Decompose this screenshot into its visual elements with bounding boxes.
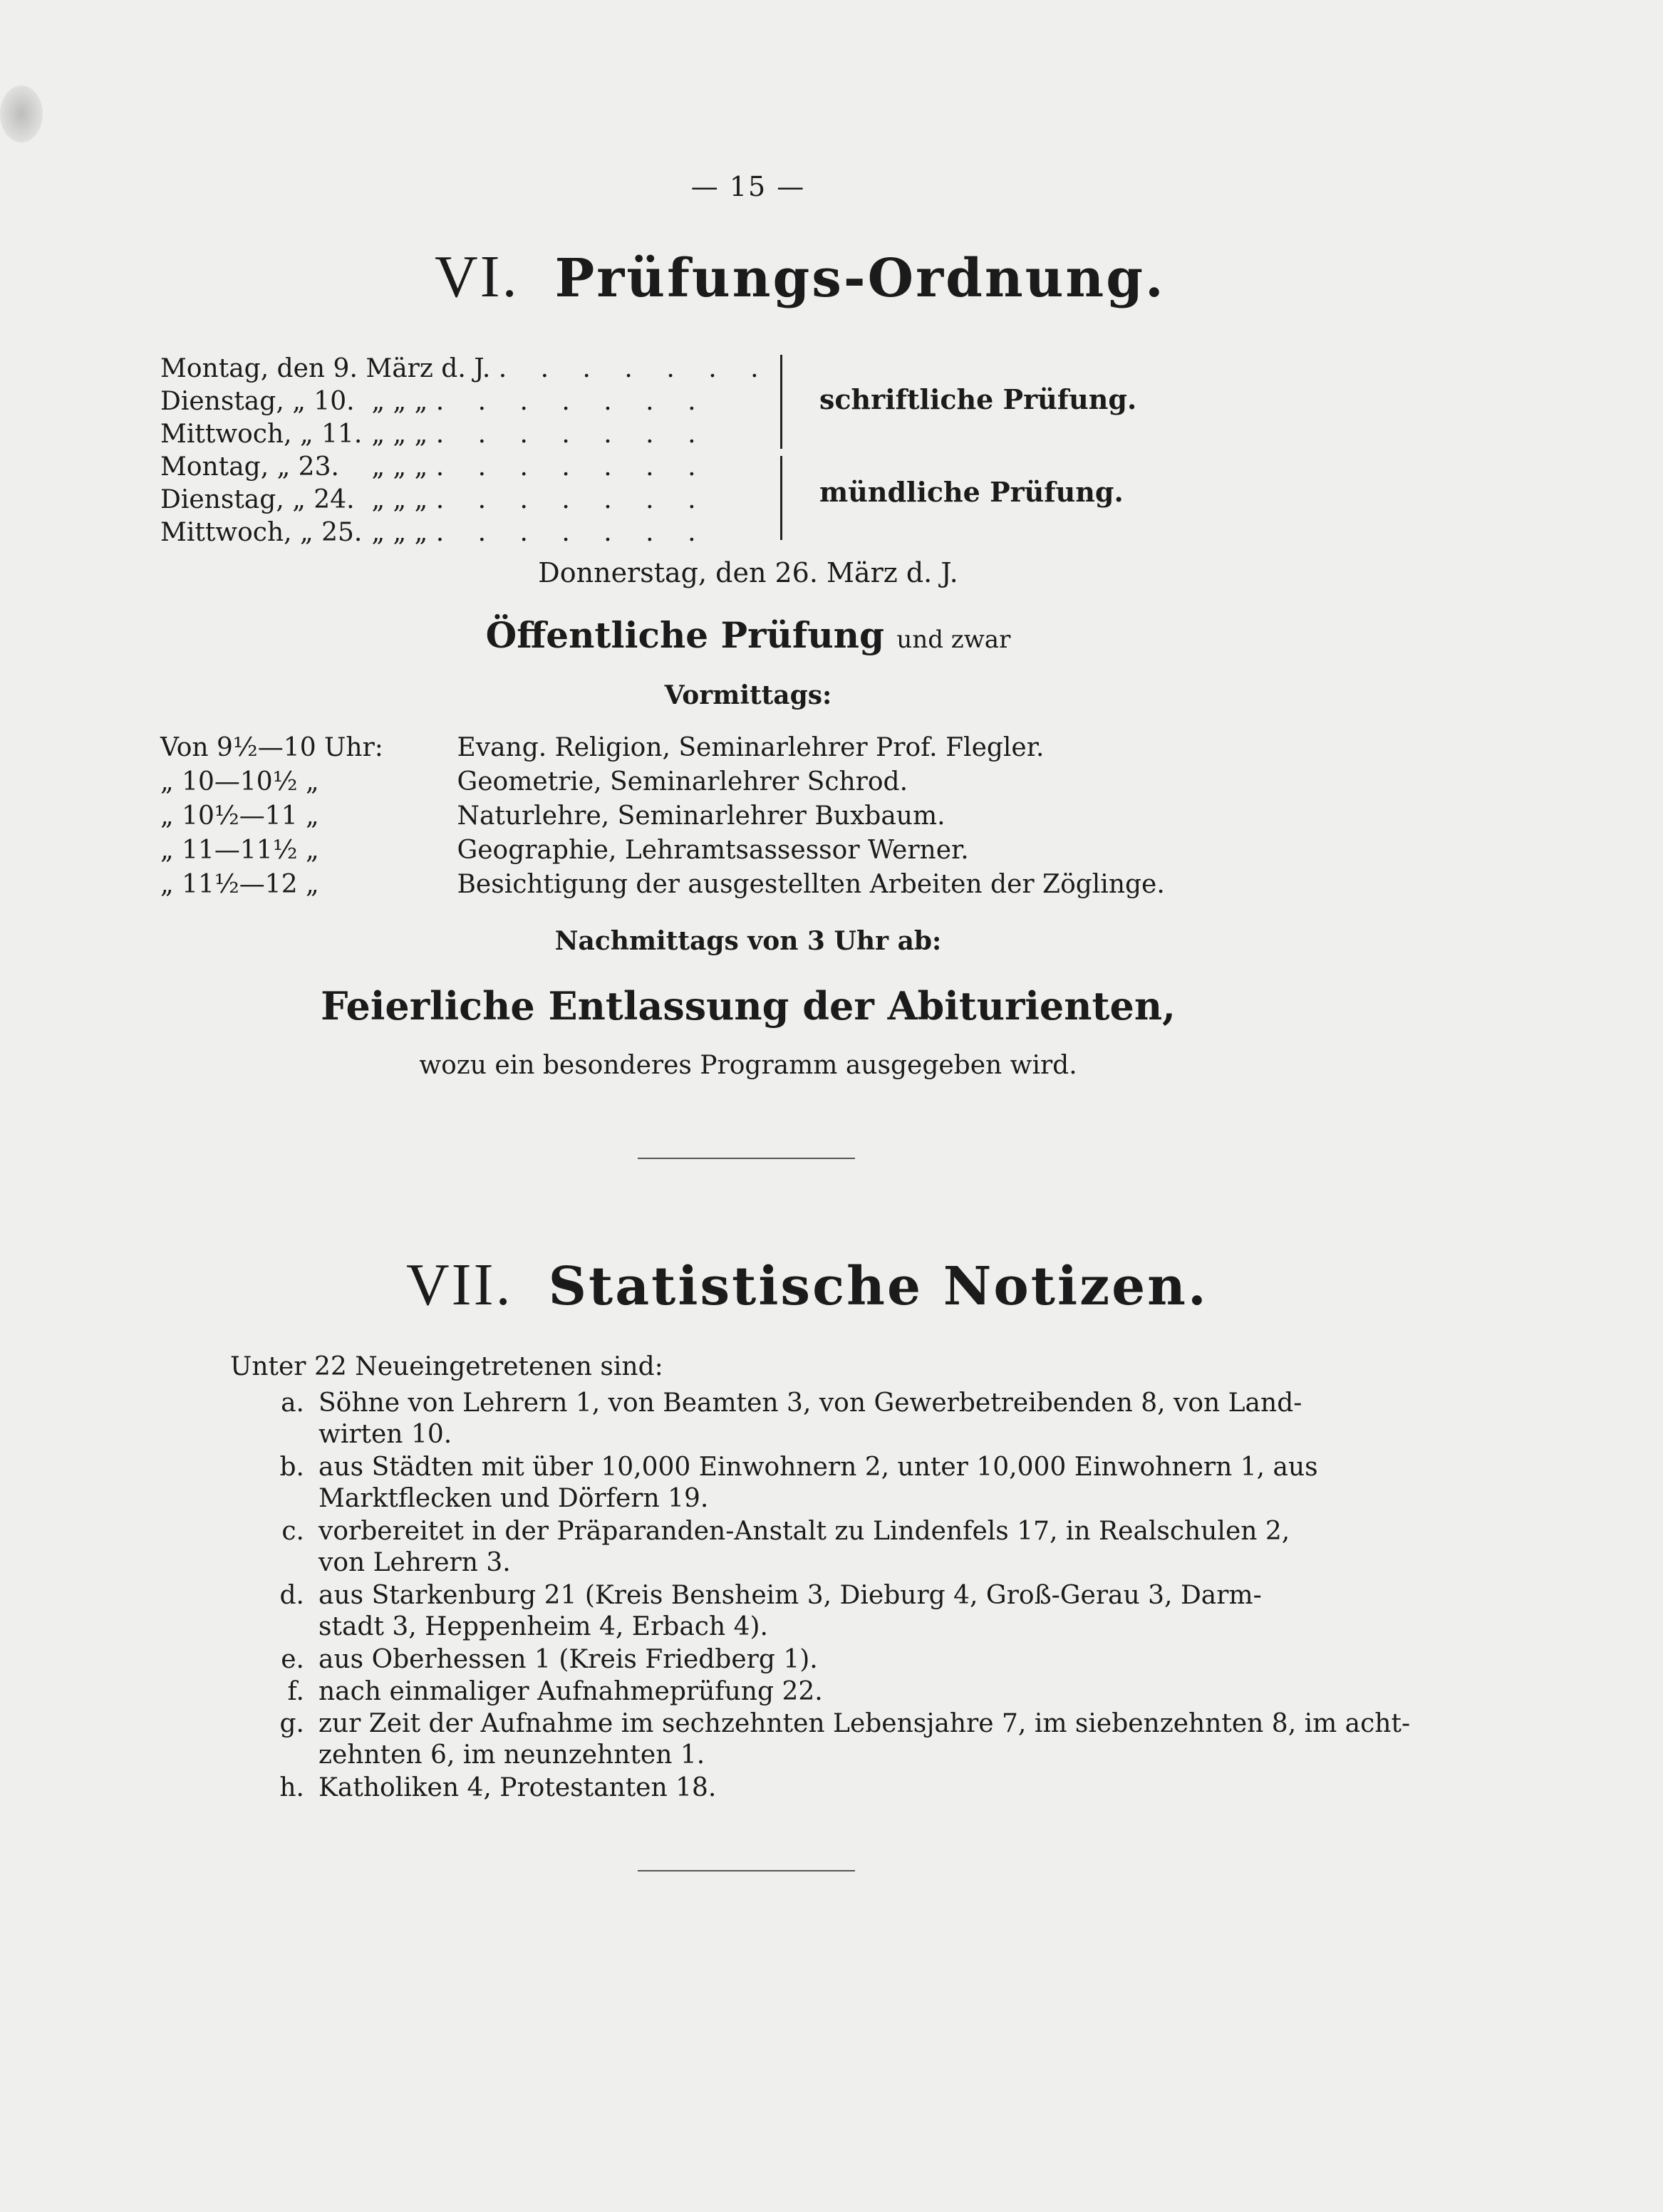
item-line: Katholiken 4, Protestanten 18. [318, 1773, 717, 1802]
item-line: wirten 10. [318, 1420, 452, 1449]
item-line: vorbereitet in der Präparanden-Anstalt zu Lindenfels 17, in Realschulen 2, [318, 1517, 1290, 1546]
item-line: von Lehrern 3. [318, 1548, 511, 1577]
ditto-marks: „ „ „ [371, 452, 428, 482]
schedule-day: Montag, den 9. März d. J. [160, 354, 491, 383]
ditto-marks: „ „ „ [371, 387, 428, 416]
statistics-intro: Unter 22 Neueingetretenen sind: [230, 1352, 663, 1381]
morning-row [160, 834, 969, 868]
section-6-heading [435, 242, 1166, 311]
item-label: a. [281, 1388, 304, 1418]
ceremony-title: Feierliche Entlassung der Abiturienten, [321, 983, 1176, 1029]
morning-heading: Vormittags: [664, 680, 832, 710]
schedule-day: Dienstag, „ 24. [160, 485, 355, 514]
item-line: stadt 3, Heppenheim 4, Erbach 4). [318, 1612, 768, 1641]
morning-subject: Besichtigung der ausgestellten Arbeiten der Zöglinge. [457, 870, 1165, 899]
ditto-marks: „ „ „ [371, 420, 428, 449]
morning-time: „ 11½—12 „ [160, 870, 319, 899]
schedule-row [160, 418, 709, 451]
schedule-day: Montag, „ 23. [160, 452, 339, 482]
schedule-row [160, 385, 709, 418]
schedule-row [160, 451, 709, 484]
ditto-marks: „ „ „ [371, 485, 428, 514]
schedule-row [160, 484, 709, 516]
thursday-date: Donnerstag, den 26. März d. J. [538, 557, 958, 588]
morning-subject: Naturlehre, Seminarlehrer Buxbaum. [457, 801, 946, 831]
section-7-title: Statistische Notizen. [548, 1256, 1208, 1317]
statistics-item [260, 1452, 1318, 1515]
paper-smudge [0, 85, 43, 142]
leader-dots: . . . . . . . [435, 452, 709, 482]
oral-exam-label: mündliche Prüfung. [819, 476, 1124, 508]
closing-rule [638, 1870, 855, 1871]
item-line: aus Oberhessen 1 (Kreis Friedberg 1). [318, 1645, 818, 1674]
written-exam-label: schriftliche Prüfung. [819, 383, 1137, 415]
item-label: d. [279, 1581, 304, 1610]
item-line: aus Städten mit über 10,000 Einwohnern 2, unter 10,000 Einwohnern 1, aus [318, 1453, 1318, 1482]
schedule-row [160, 353, 772, 385]
statistics-item [260, 1388, 1302, 1450]
item-label: c. [281, 1517, 304, 1546]
section-6-numeral: VI. [435, 244, 519, 310]
schedule-row [160, 516, 709, 549]
statistics-item [260, 1772, 716, 1804]
section-7-numeral: VII. [406, 1252, 513, 1318]
item-label: g. [279, 1709, 304, 1738]
item-line: nach einmaliger Aufnahmeprüfung 22. [318, 1677, 823, 1706]
statistics-item [260, 1644, 818, 1676]
morning-time: Von 9½—10 Uhr: [160, 733, 383, 762]
brace-written [780, 355, 782, 449]
statistics-item [260, 1708, 1410, 1771]
leader-dots: . . . . . . . [435, 485, 709, 514]
section-divider [638, 1158, 855, 1159]
afternoon-heading: Nachmittags von 3 Uhr ab: [554, 926, 942, 956]
public-exam-suffix: und zwar [896, 625, 1011, 654]
leader-dots: . . . . . . . [435, 518, 709, 547]
morning-time: „ 11—11½ „ [160, 836, 319, 865]
schedule-day: Dienstag, „ 10. [160, 387, 355, 416]
item-label: e. [281, 1645, 304, 1674]
leader-dots: . . . . . . . [498, 354, 772, 383]
item-label: b. [279, 1453, 304, 1482]
public-exam-title: Öffentliche Prüfung [485, 614, 884, 656]
morning-subject: Geographie, Lehramtsassessor Werner. [457, 836, 969, 865]
item-line: Söhne von Lehrern 1, von Beamten 3, von Gewerbetreibenden 8, von Land- [318, 1388, 1302, 1418]
schedule-day: Mittwoch, „ 11. [160, 420, 363, 449]
schedule-day: Mittwoch, „ 25. [160, 518, 363, 547]
statistics-item [260, 1580, 1262, 1643]
item-line: Marktflecken und Dörfern 19. [318, 1484, 709, 1513]
statistics-item [260, 1516, 1290, 1579]
morning-row [160, 799, 946, 834]
morning-row [160, 731, 1044, 765]
item-line: zur Zeit der Aufnahme im sechzehnten Lebensjahre 7, im siebenzehnten 8, im acht- [318, 1709, 1411, 1738]
morning-subject: Evang. Religion, Seminarlehrer Prof. Flegler. [457, 733, 1045, 762]
brace-oral [780, 456, 782, 540]
page-number: — 15 — [690, 171, 806, 202]
item-label: h. [279, 1773, 304, 1802]
section-7-heading [406, 1250, 1208, 1319]
morning-row [160, 868, 1165, 902]
program-note: wozu ein besonderes Programm ausgegeben wird. [419, 1051, 1077, 1080]
ditto-marks: „ „ „ [371, 518, 428, 547]
leader-dots: . . . . . . . [435, 387, 709, 416]
morning-subject: Geometrie, Seminarlehrer Schrod. [457, 767, 908, 796]
item-line: zehnten 6, im neunzehnten 1. [318, 1740, 705, 1770]
morning-time: „ 10½—11 „ [160, 801, 319, 831]
morning-time: „ 10—10½ „ [160, 767, 319, 796]
public-exam-line [0, 614, 1496, 656]
section-6-title: Prüfungs-Ordnung. [554, 248, 1166, 309]
statistics-item [260, 1676, 823, 1708]
item-label: f. [287, 1677, 304, 1706]
morning-row [160, 765, 908, 799]
item-line: aus Starkenburg 21 (Kreis Bensheim 3, Dieburg 4, Groß-Gerau 3, Darm- [318, 1581, 1262, 1610]
leader-dots: . . . . . . . [435, 420, 709, 449]
